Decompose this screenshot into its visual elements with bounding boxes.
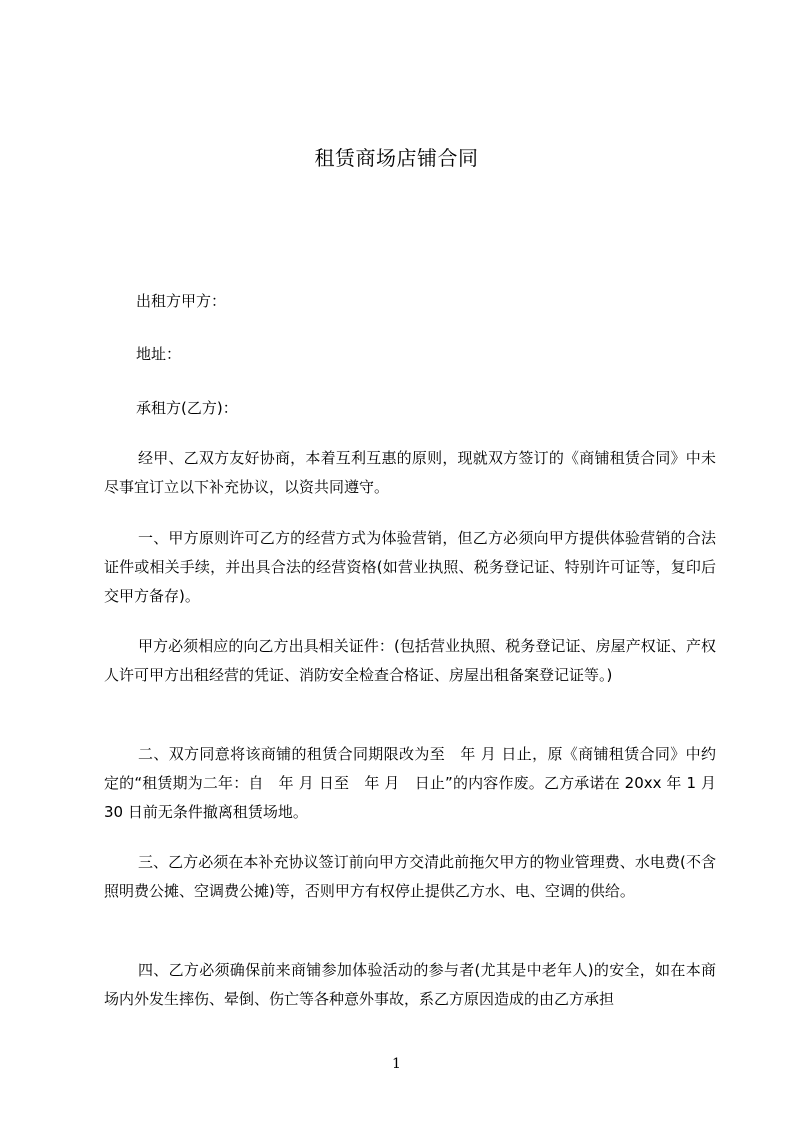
preamble-paragraph: 经甲、乙双方友好协商，本着互利互惠的原则，现就双方签订的《商铺租赁合同》中未尽事宜订立以下补充协议，以资共同遵守。 [104, 449, 716, 496]
lessor-certificates-paragraph: 甲方必须相应的向乙方出具相关证件：(包括营业执照、税务登记证、房屋产权证、产权人许可甲方出租经营的凭证、消防安全检查合格证、房屋出租备案登记证等。) [104, 637, 716, 684]
clause-2-paragraph: 二、双方同意将该商铺的租赁合同期限改为至 年 月 日止，原《商铺租赁合同》中约定的“租赁期为二年：自 年 月 日至 年 月 日止”的内容作废。乙方承诺在 20xx 年 1 月 30 日前无条件撤离租赁场地。 [104, 745, 716, 821]
clause-3-paragraph: 三、乙方必须在本补充协议签订前向甲方交清此前拖欠甲方的物业管理费、水电费(不含照明费公摊、空调费公摊)等，否则甲方有权停止提供乙方水、电、空调的供给。 [104, 853, 716, 900]
document-title: 租赁商场店铺合同 [314, 146, 479, 170]
clause-1-paragraph: 一、甲方原则许可乙方的经营方式为体验营销，但乙方必须向甲方提供体验营销的合法证件或相关手续，并出具合法的经营资格(如营业执照、税务登记证、特别许可证等，复印后交甲方备存)。 [104, 529, 716, 605]
clause-4-paragraph: 四、乙方必须确保前来商铺参加体验活动的参与者(尤其是中老年人)的安全，如在本商场内外发生摔伤、晕倒、伤亡等各种意外事故，系乙方原因造成的由乙方承担 [104, 961, 716, 1008]
lessor-field: 出租方甲方： [136, 292, 227, 310]
address-field: 地址： [136, 345, 182, 363]
lessee-field: 承租方(乙方)： [136, 399, 238, 417]
page-number: 1 [392, 1056, 401, 1072]
